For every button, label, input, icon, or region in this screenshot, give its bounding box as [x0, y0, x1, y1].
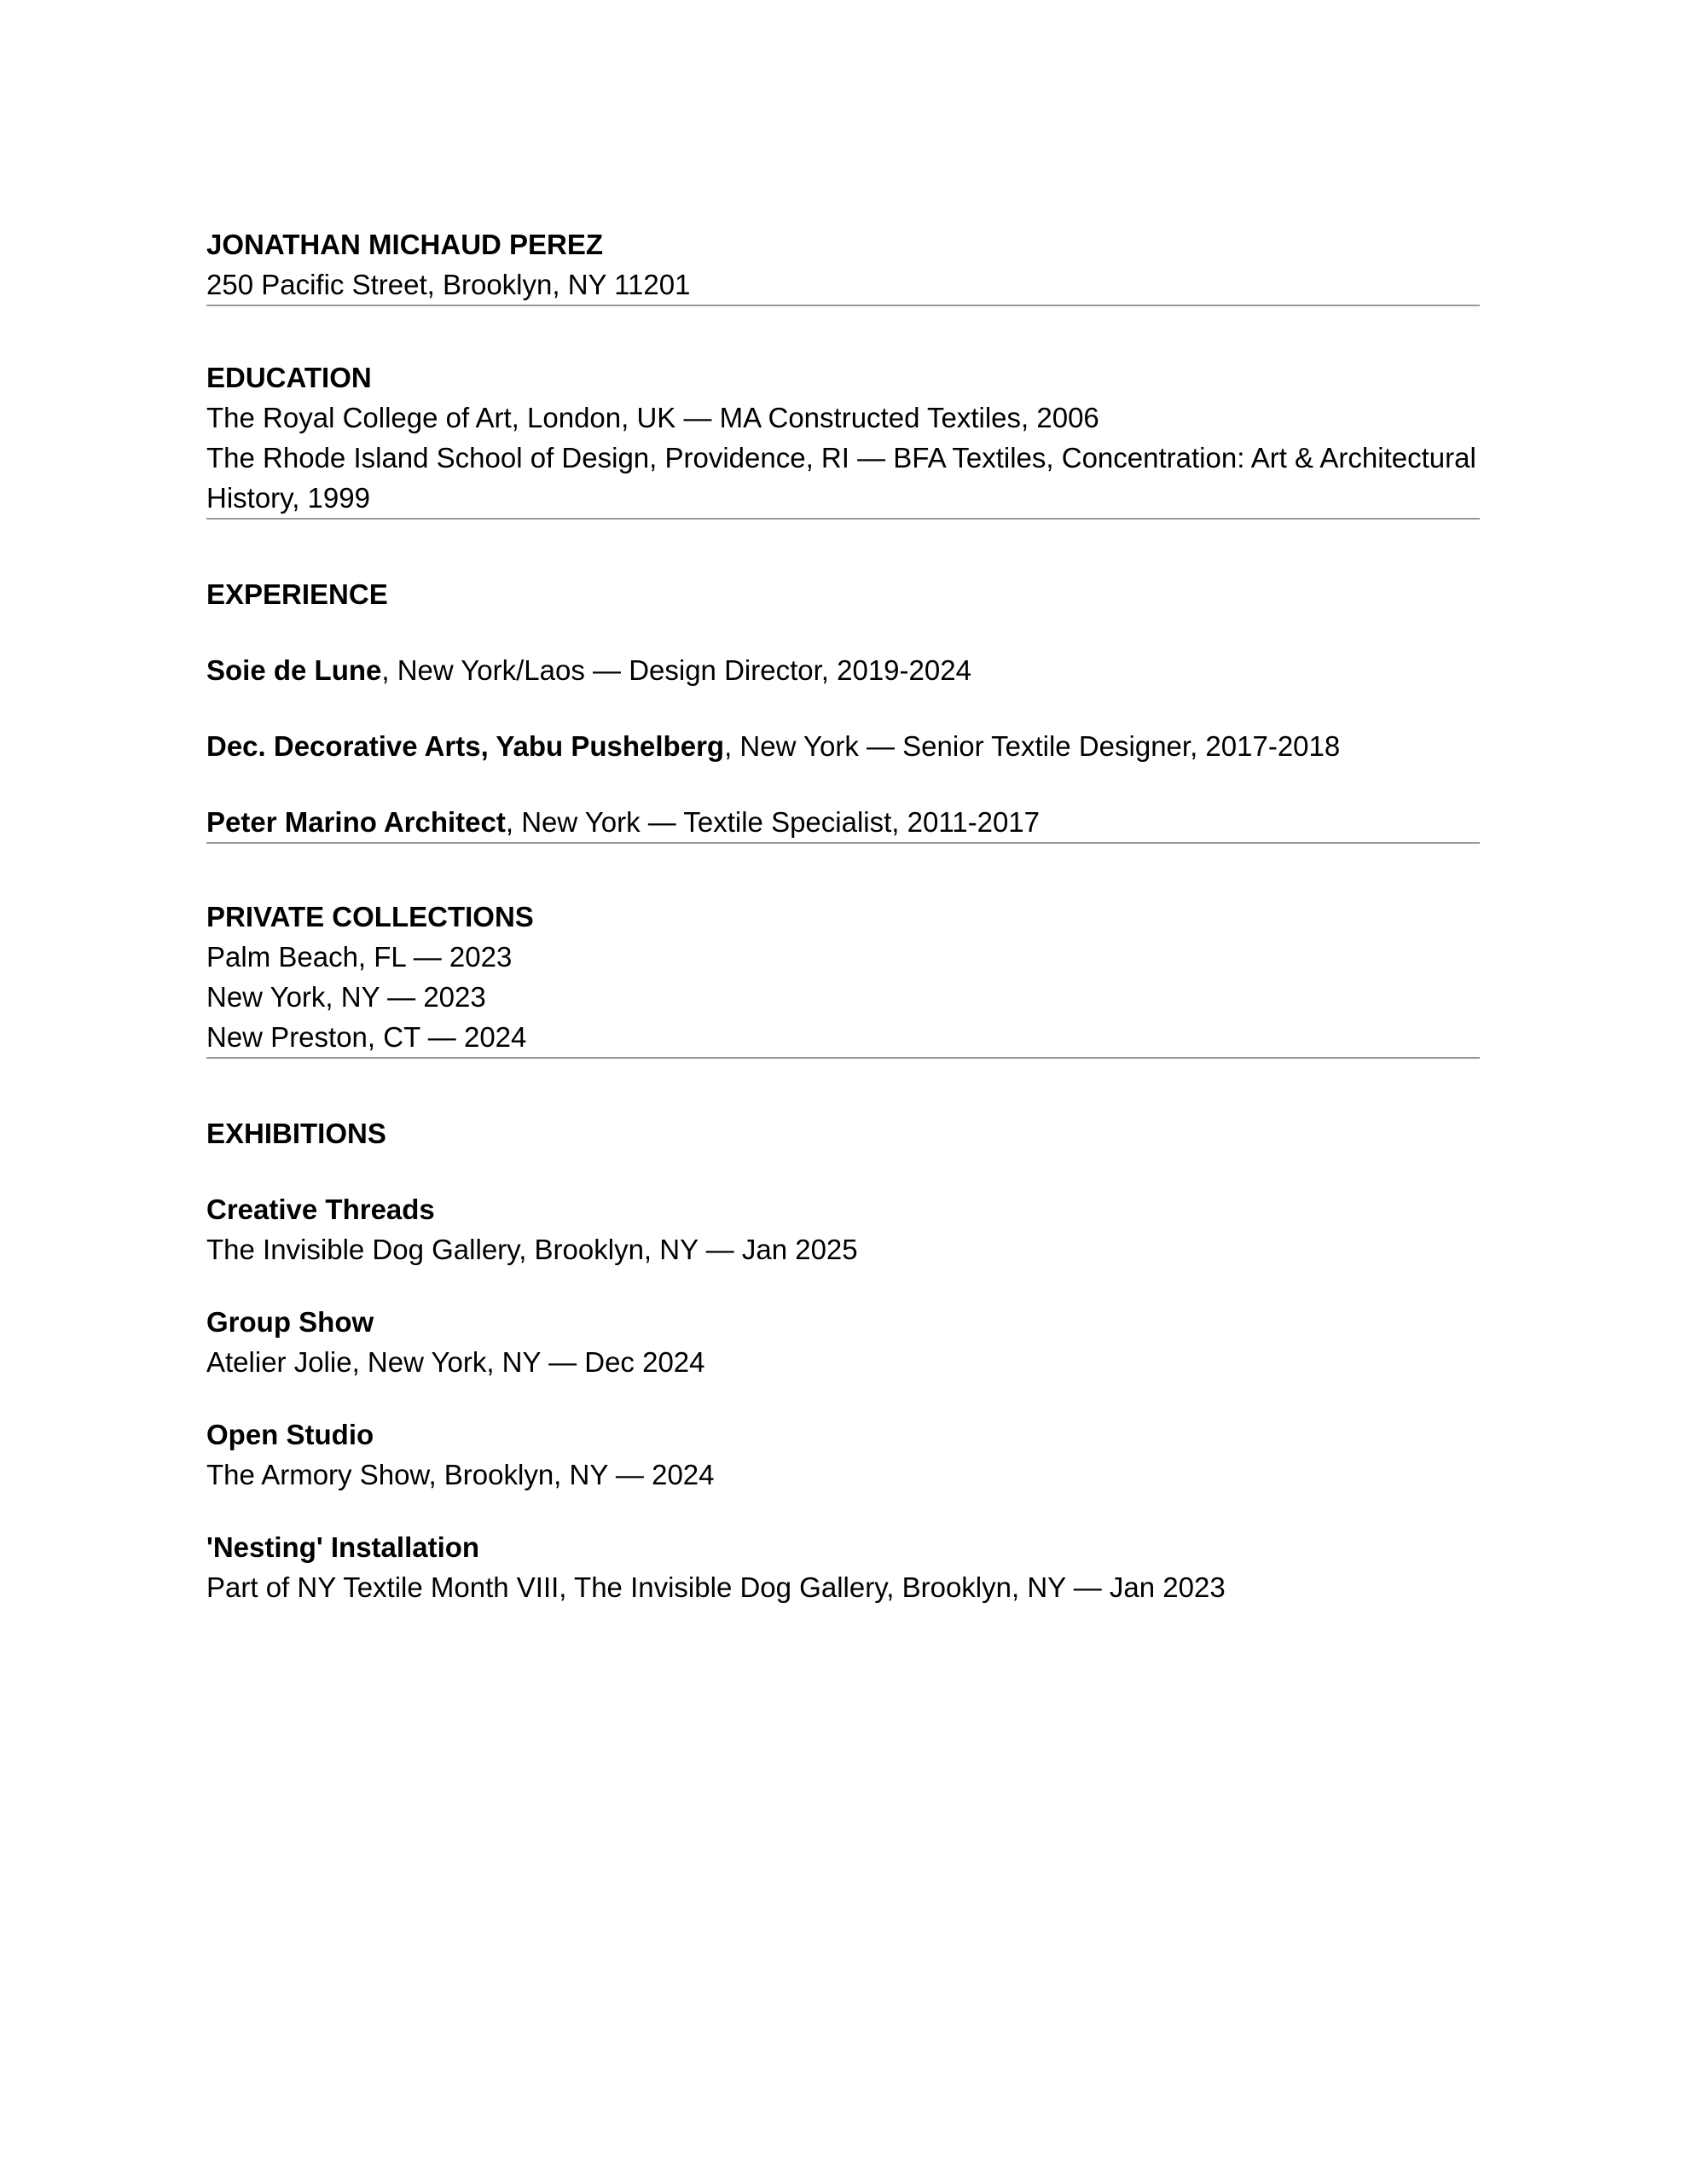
collection-line: New York, NY — 2023	[206, 981, 486, 1013]
section-divider	[206, 1057, 1480, 1059]
exhibition-detail: The Armory Show, Brooklyn, NY — 2024	[206, 1459, 715, 1490]
experience-entry	[206, 650, 1480, 690]
experience-entry	[206, 726, 1480, 766]
section-experience	[206, 574, 1480, 842]
section-exhibitions	[206, 1113, 1480, 1607]
experience-company: Soie de Lune	[206, 654, 382, 686]
experience-details: , New York — Senior Textile Designer, 2017-2018	[724, 730, 1341, 762]
exhibition-title: Group Show	[206, 1306, 374, 1338]
exhibition-title: Creative Threads	[206, 1194, 435, 1225]
section-education	[206, 357, 1480, 518]
section-divider	[206, 518, 1480, 520]
exhibition-title: Open Studio	[206, 1419, 374, 1450]
education-line: The Rhode Island School of Design, Providence, RI — BFA Textiles, Concentration: Art & Architectural History, 1999	[206, 442, 1476, 514]
exhibition-detail: Atelier Jolie, New York, NY — Dec 2024	[206, 1346, 705, 1378]
education-heading: EDUCATION	[206, 362, 372, 393]
collection-line: New Preston, CT — 2024	[206, 1021, 527, 1053]
exhibition-entry	[206, 1414, 1480, 1495]
exhibition-entry	[206, 1527, 1480, 1607]
exhibitions-heading: EXHIBITIONS	[206, 1118, 386, 1149]
education-line: The Royal College of Art, London, UK — MA Constructed Textiles, 2006	[206, 402, 1099, 433]
section-divider	[206, 842, 1480, 844]
experience-details: , New York/Laos — Design Director, 2019-2024	[381, 654, 971, 686]
person-address: 250 Pacific Street, Brooklyn, NY 11201	[206, 269, 691, 300]
experience-entry	[206, 802, 1480, 842]
exhibition-detail: The Invisible Dog Gallery, Brooklyn, NY — Jan 2025	[206, 1234, 858, 1265]
exhibition-title: 'Nesting' Installation	[206, 1531, 480, 1563]
experience-details: , New York — Textile Specialist, 2011-2017	[505, 806, 1041, 838]
collections-heading: PRIVATE COLLECTIONS	[206, 901, 534, 932]
section-divider	[206, 305, 1480, 306]
section-private-collections	[206, 897, 1480, 1057]
experience-heading: EXPERIENCE	[206, 578, 388, 610]
experience-company: Dec. Decorative Arts, Yabu Pushelberg	[206, 730, 725, 762]
exhibition-entry	[206, 1189, 1480, 1269]
collection-line: Palm Beach, FL — 2023	[206, 941, 513, 973]
exhibition-detail: Part of NY Textile Month VIII, The Invisible Dog Gallery, Brooklyn, NY — Jan 2023	[206, 1571, 1226, 1603]
header	[206, 224, 1480, 305]
person-name: JONATHAN MICHAUD PEREZ	[206, 229, 604, 260]
experience-company: Peter Marino Architect	[206, 806, 506, 838]
exhibition-entry	[206, 1302, 1480, 1382]
